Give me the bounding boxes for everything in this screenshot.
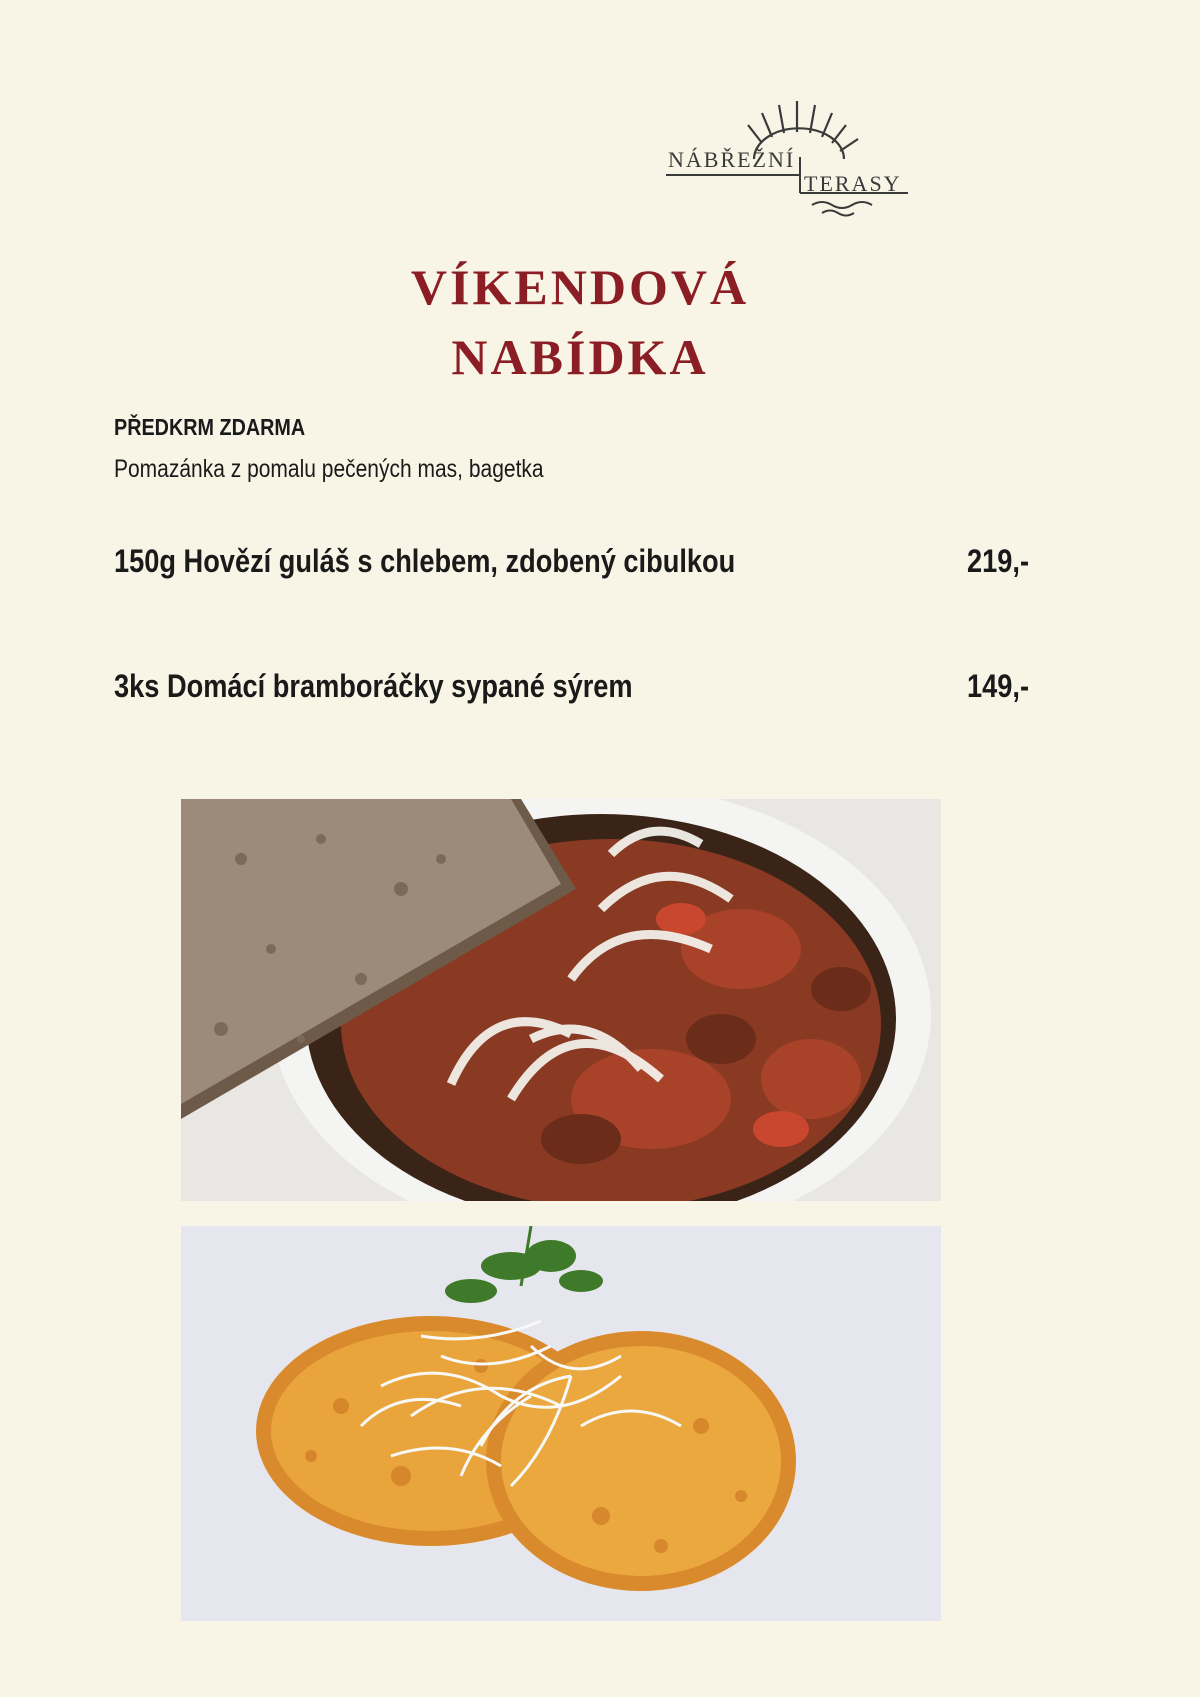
- potato-pancakes-photo: [181, 1226, 941, 1621]
- menu-item-price-potato-pancakes: 149,-: [967, 668, 1029, 704]
- menu-item-name-potato-pancakes: 3ks Domácí bramboráčky sypané sýrem: [114, 668, 633, 704]
- page-title-line1: VÍKENDOVÁ: [410, 259, 750, 315]
- page-title-line2: NABÍDKA: [451, 329, 709, 385]
- starter-description: Pomazánka z pomalu pečených mas, bagetka: [114, 455, 544, 483]
- menu-item-price-goulash: 219,-: [967, 543, 1029, 579]
- starter-heading: PŘEDKRM ZDARMA: [114, 414, 306, 440]
- menu-item-name-goulash: 150g Hovězí guláš s chlebem, zdobený cibulkou: [114, 543, 736, 579]
- restaurant-logo: [662, 95, 912, 225]
- goulash-image: [181, 799, 941, 1201]
- goulash-photo: [181, 799, 941, 1201]
- potato-pancakes-image: [181, 1226, 941, 1621]
- logo-word-nabrezni: NÁBŘEŽNÍ: [668, 147, 796, 172]
- logo-word-terasy: TERASY: [804, 171, 902, 196]
